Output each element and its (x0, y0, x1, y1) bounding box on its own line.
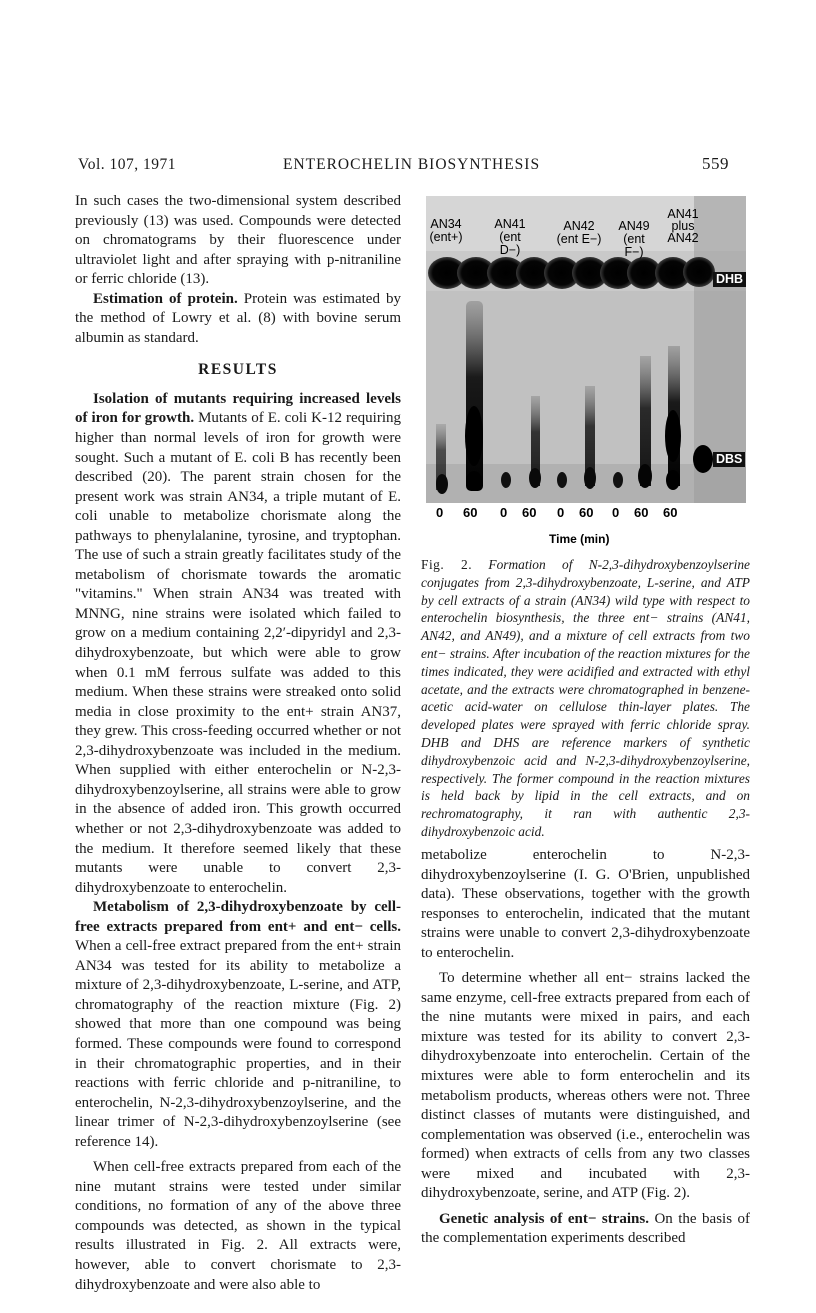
time-tick: 0 (557, 505, 565, 520)
time-tick: 60 (463, 505, 478, 520)
time-axis-label: Time (min) (549, 532, 610, 546)
running-header-volume: Vol. 107, 1971 (78, 156, 177, 173)
paragraph-complementation: To determine whether all ent− strains lacked the same enzyme, cell-free extracts prepared from each of the nine mutants were mixed in pairs, and each mixture was tested for its ability to convert 2,3-dihydroxybenzoate into enterochelin. Certain of the mixtures were able to form enterochelin and its metabolism products, whereas others were not. Three distinct classes of mutants were distinguished, and complementation was observed (i.e., enterochelin was formed) when extracts of cells from any two classes were mixed and incubated with 2,3-dihydroxybenzoate, serine, and ATP (Fig. 2). (421, 970, 750, 1202)
lane-label-1: AN34 (ent+) (429, 217, 463, 244)
section-head-genetic: Genetic analysis of ent− strains. (439, 1210, 649, 1227)
time-tick: 60 (579, 505, 594, 520)
dbs-reference-spot (693, 445, 713, 473)
metabolism-body: When a cell-free extract prepared from the ent+ strain AN34 was tested for its ability to metabolize a mixture of 2,3-dihydroxybenzoate, L-serine, and ATP, chromatography of the reaction mixture (Fig. 2) showed that more than one compound was being formed. These compounds were found to correspond in their chromatographic properties, and in their reactions with ferric chloride and p-nitraniline, to enterochelin, N-2,3-dihydroxybenzoylserine, and the linear trimer of N-2,3-dihydroxybenzoylserine (see reference 14). (75, 938, 401, 1150)
marker-dbs: DBS (713, 452, 745, 467)
caption-text: Formation of N-2,3-dihydroxybenzoylserine conjugates from 2,3-dihydroxybenzoate, L-serine, and ATP by cell extracts of a strain (AN34) wild type with respect to enterochelin biosynthesis, the three ent− strains (AN41, AN42, and AN49), and a mixture of cell extracts from two ent− strains. After incubation of the reaction mixtures for the times indicated, they were acidified and extracted with ethyl acetate, and the extracts were chromatographed in benzene-acetic acid-water on cellulose thin-layer plates. The developed plates were sprayed with ferric chloride spray. DHB and DHS are reference markers of synthetic dihydroxybenzoic acid and N-2,3-dihydroxybenzoylserine, respectively. The former compound in the reaction mixtures is held back by lipid in the cell extracts, and on rechromatography, it ran with authentic 2,3-dihydroxybenzoic acid. (421, 557, 750, 839)
protein-body: Protein was estimated by the method of Lowry et al. (8) with bovine serum albumin as standard. (75, 290, 401, 346)
genetic-body: On the basis of the complementation experiments described (421, 1210, 750, 1247)
lane-label-4: AN49 (ent F−) (618, 219, 650, 259)
isolation-body: Mutants of E. coli K-12 requiring higher than normal levels of iron for growth were sought. Such a mutant of E. coli B has recently been described (20). The parent strain chosen for the present work was strain AN34, a triple mutant of E. coli unable to metabolize chorismate along the pathways to phenylalanine, tyrosine, and tryptophan. The use of such a strain greatly facilitates study of the metabolism of chorismate towards the aromatic "vitamins." When strain AN34 was treated with MNNG, nine strains were isolated which failed to grow on a medium containing 2,2′-dipyridyl and 2,3-dihydroxybenzoate, but which were able to grow when 0.1 mM ferrous sulfate was added to this medium. When these strains were streaked onto solid media in close proximity to the ent+ strain AN37, they grew. This cross-feeding occurred whether or not 2,3-dihydroxybenzoate was included in the medium. When supplied with either enterochelin or N-2,3-dihydroxybenzoylserine, all strains were able to grow in the absence of added iron. This growth occurred whether or not 2,3-dihydroxybenzoate was added to the medium. It therefore seemed likely that these mutants were unable to convert 2,3-dihydroxybenzoate to enterochelin. (75, 410, 401, 896)
left-column (75, 192, 401, 1295)
time-tick: 0 (436, 505, 444, 520)
paragraph-mutant-extracts: When cell-free extracts prepared from each of the nine mutant strains were tested under similar conditions, no formation of any of the above three compounds was detected, as shown in the typical results illustrated in Fig. 2. All extracts were, however, able to convert chorismate to 2,3-dihydroxybenzoate and were also able to (75, 1159, 401, 1293)
section-head-metabolism: Metabolism of 2,3-dihydroxybenzoate by cell-free extracts prepared from ent+ and ent− cells. (75, 899, 401, 935)
figure-2 (421, 196, 749, 548)
paragraph-genetic-analysis (421, 1210, 750, 1249)
dhb-spot-row (428, 257, 715, 289)
chromatogram-plate (426, 196, 746, 503)
running-header-title: ENTEROCHELIN BIOSYNTHESIS (283, 156, 541, 173)
paragraph-methods-continued: In such cases the two-dimensional system described previously (13) was used. Compounds were detected on chromatograms by their fluorescence under ultraviolet light and after spraying with p-nitraniline or ferric chloride (13). (75, 193, 401, 288)
caption-label: Fig. 2. (421, 557, 473, 572)
results-heading: RESULTS (198, 361, 278, 379)
paragraph-metabolism (75, 898, 401, 1152)
paragraph-metabolize-continued: metabolize enterochelin to N-2,3-dihydroxybenzoylserine (I. G. O'Brien, unpublished data). These observations, together with the growth responses to enterochelin, indicated that the mutant strains were unable to convert 2,3-dihydroxybenzoate to enterochelin. (421, 847, 750, 961)
time-tick: 0 (612, 505, 620, 520)
time-tick: 60 (634, 505, 649, 520)
right-column (421, 846, 750, 1249)
lane-label-5: AN41 plus AN42 (667, 207, 699, 245)
section-head-isolation: Isolation of mutants requiring increased levels of iron for growth. (75, 390, 401, 427)
time-tick: 60 (663, 505, 678, 520)
page-number: 559 (702, 154, 729, 173)
marker-dhb: DHB (713, 272, 746, 287)
time-tick: 0 (500, 505, 508, 520)
figure-caption (421, 556, 750, 841)
lane-label-3: AN42 (ent E−) (556, 219, 602, 246)
paragraph-protein-estimation (75, 290, 401, 349)
paragraph-isolation (75, 390, 401, 898)
section-head-protein: Estimation of protein. (93, 290, 238, 307)
lane-label-2: AN41 (ent D−) (494, 217, 526, 257)
time-tick: 60 (522, 505, 537, 520)
